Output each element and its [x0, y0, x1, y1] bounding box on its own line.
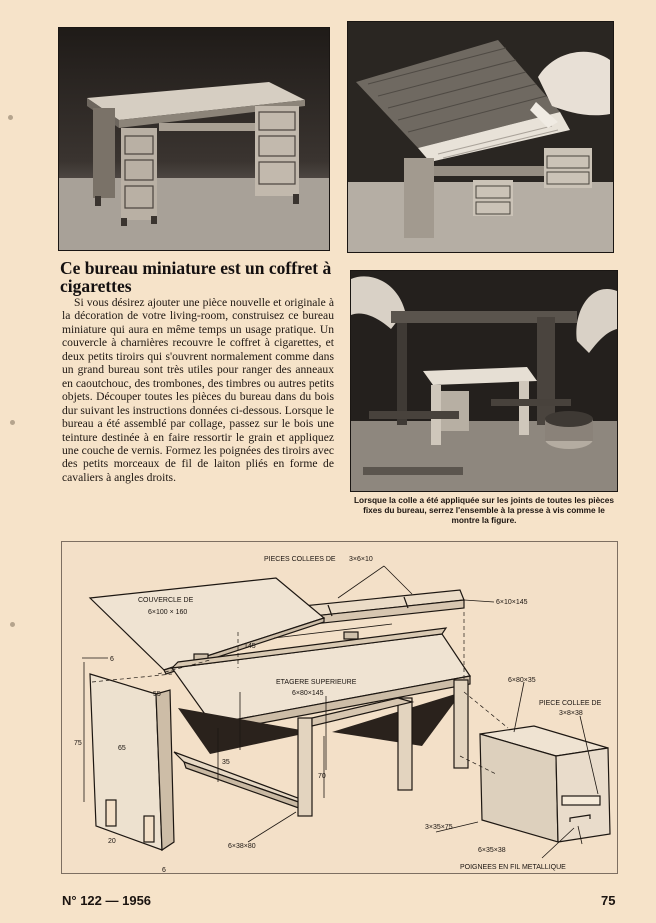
label-poignees: POIGNEES EN FIL METALLIQUE	[460, 864, 566, 871]
issue-number: N° 122 — 1956	[62, 893, 152, 908]
label-dim-20: 20	[108, 838, 116, 845]
label-dim-75: 75	[74, 740, 82, 747]
binding-hole	[8, 115, 13, 120]
article-body: Si vous désirez ajouter une pièce nouvelle et originale à la décoration de votre living-room, construisez ce bureau miniature qui aura en même temps un usage pratique. Un couvercle à charnières recouvre le coffret à cigarettes, et deux petits tiroirs qui s'ouvrent normalement comme dans un grand bureau sont très utiles pour ranger des anneaux en caoutchouc, des trombones, des timbres ou autres petits objets. Découper toutes les pièces du bureau dans du bois dur suivant les instructions données ci-dessous. Lorsque le bureau a été assemblé par collage, passez sur le bois une teinture destinée à en faire ressortir le grain et appliquez une couche de vernis. Formez les poignées des tiroirs avec des petits morceaux de fil de laiton pliés en forme de cavaliers à angles droits.	[62, 296, 334, 484]
label-dim-55: 55	[153, 691, 161, 698]
exploded-diagram	[61, 541, 618, 874]
label-pieces-collees: PIECES COLLEES DE	[264, 556, 336, 563]
label-etagere: ETAGERE SUPERIEURE	[276, 679, 357, 686]
photo-caption: Lorsque la colle a été appliquée sur les joints de toutes les pièces fixes du bureau, serrez l'ensemble à la presse à vis comme le montre la figure.	[353, 495, 615, 526]
label-dim-3x8x38: 3×8×38	[559, 710, 583, 717]
label-dim-145: 145	[244, 643, 256, 650]
label-dim-6: 6	[110, 656, 114, 663]
label-dim-6x80x35: 6×80×35	[508, 677, 536, 684]
label-dim-6x38x80: 6×38×80	[228, 843, 256, 850]
bottom-board-piece	[174, 752, 310, 812]
label-couvercle: COUVERCLE DE	[138, 597, 194, 604]
label-dim-70: 70	[318, 773, 326, 780]
label-etagere-dim: 6×80×145	[292, 690, 324, 697]
label-dim-65: 65	[118, 745, 126, 752]
label-piece-collee-de: PIECE COLLEE DE	[539, 700, 602, 707]
label-dim-6x35x38: 6×35×38	[478, 847, 506, 854]
label-dim-6-bottom: 6	[162, 867, 166, 873]
page-number: 75	[601, 893, 616, 908]
article-headline: Ce bureau miniature est un coffret à cigarettes	[60, 258, 332, 296]
photo-miniature-desk	[58, 27, 330, 251]
label-dim-3x6x10: 3×6×10	[349, 556, 373, 563]
drawer-piece	[480, 726, 610, 842]
photo-open-cigarette-box	[347, 21, 614, 253]
side-panel-piece	[90, 674, 174, 850]
label-dim-6x10x145: 6×10×145	[496, 599, 528, 606]
binding-hole	[10, 420, 15, 425]
label-dim-3x35x75: 3×35×75	[425, 824, 453, 831]
label-dim-35: 35	[222, 759, 230, 766]
photo-clamp-gluing	[350, 270, 618, 492]
label-couvercle-dim: 6×100 × 160	[148, 609, 188, 616]
binding-hole	[10, 622, 15, 627]
